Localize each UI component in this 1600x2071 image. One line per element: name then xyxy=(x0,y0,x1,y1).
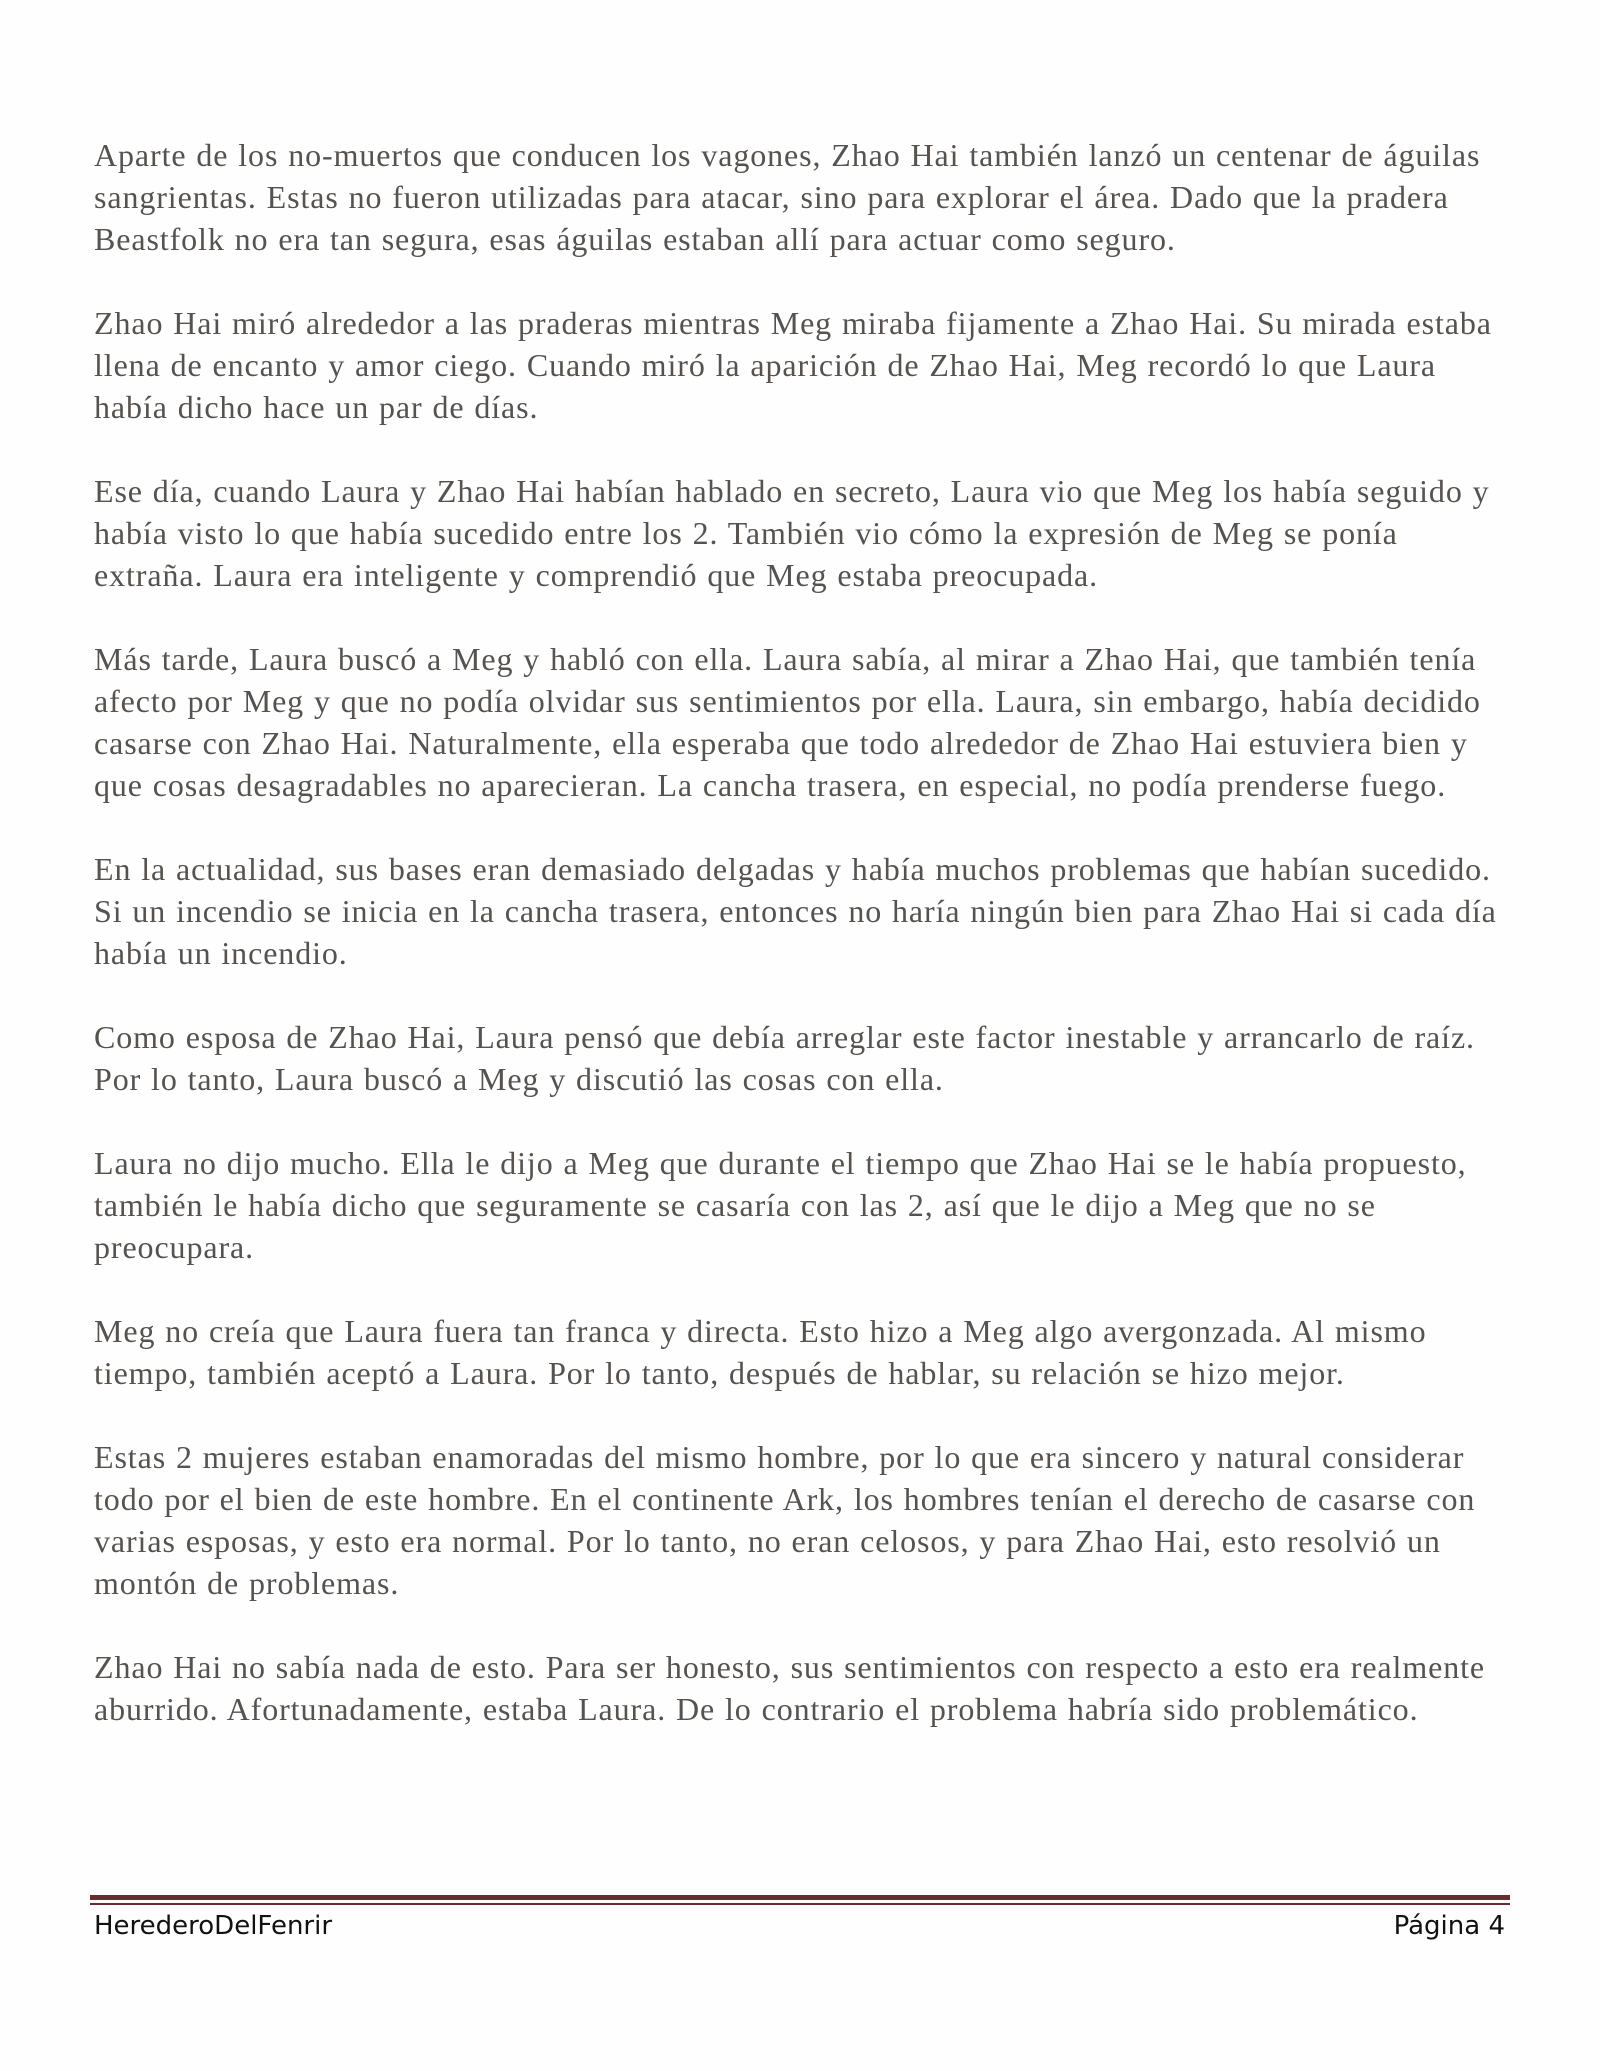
paragraph: Laura no dijo mucho. Ella le dijo a Meg que durante el tiempo que Zhao Hai se le había propuesto, también le había dicho que seguramente se casaría con las 2, así que le dijo a Meg que no se preocupara. xyxy=(94,1145,1467,1265)
paragraph: Zhao Hai miró alrededor a las praderas mientras Meg miraba fijamente a Zhao Hai. Su mirada estaba llena de encanto y amor ciego. Cuando miró la aparición de Zhao Hai, Meg recordó lo que Laura había dicho hace un par de días. xyxy=(94,305,1492,425)
footer-page-number: Página 4 xyxy=(1393,1911,1505,1941)
footer-divider-thin xyxy=(90,1903,1510,1905)
paragraph: Aparte de los no-muertos que conducen los vagones, Zhao Hai también lanzó un centenar de águilas sangrientas. Estas no fueron utilizadas para atacar, sino para explorar el área. Dado que la pradera Beastfolk no era tan segura, esas águilas estaban allí para actuar como seguro. xyxy=(94,137,1481,257)
body-text xyxy=(94,134,1514,1730)
paragraph: Más tarde, Laura buscó a Meg y habló con ella. Laura sabía, al mirar a Zhao Hai, que también tenía afecto por Meg y que no podía olvidar sus sentimientos por ella. Laura, sin embargo, había decidido casarse con Zhao Hai. Naturalmente, ella esperaba que todo alrededor de Zhao Hai estuviera bien y que cosas desagradables no aparecieran. La cancha trasera, en especial, no podía prenderse fuego. xyxy=(94,641,1481,803)
paragraph: Meg no creía que Laura fuera tan franca y directa. Esto hizo a Meg algo avergonzada. Al mismo tiempo, también aceptó a Laura. Por lo tanto, después de hablar, su relación se hizo mejor. xyxy=(94,1313,1427,1391)
paragraph: Estas 2 mujeres estaban enamoradas del mismo hombre, por lo que era sincero y natural considerar todo por el bien de este hombre. En el continente Ark, los hombres tenían el derecho de casarse con varias esposas, y esto era normal. Por lo tanto, no eran celosos, y para Zhao Hai, esto resolvió un montón de problemas. xyxy=(94,1439,1476,1601)
footer-author: HerederoDelFenrir xyxy=(94,1911,333,1941)
paragraph: Ese día, cuando Laura y Zhao Hai habían hablado en secreto, Laura vio que Meg los había seguido y había visto lo que había sucedido entre los 2. También vio cómo la expresión de Meg se ponía extraña. Laura era inteligente y comprendió que Meg estaba preocupada. xyxy=(94,473,1490,593)
paragraph: En la actualidad, sus bases eran demasiado delgadas y había muchos problemas que habían sucedido. Si un incendio se inicia en la cancha trasera, entonces no haría ningún bien para Zhao Hai si cada día había un incendio. xyxy=(94,851,1497,971)
paragraph: Zhao Hai no sabía nada de esto. Para ser honesto, sus sentimientos con respecto a esto era realmente aburrido. Afortunadamente, estaba Laura. De lo contrario el problema habría sido problemático. xyxy=(94,1649,1486,1727)
footer-divider-thick xyxy=(90,1895,1510,1900)
paragraph: Como esposa de Zhao Hai, Laura pensó que debía arreglar este factor inestable y arrancarlo de raíz. Por lo tanto, Laura buscó a Meg y discutió las cosas con ella. xyxy=(94,1019,1475,1097)
